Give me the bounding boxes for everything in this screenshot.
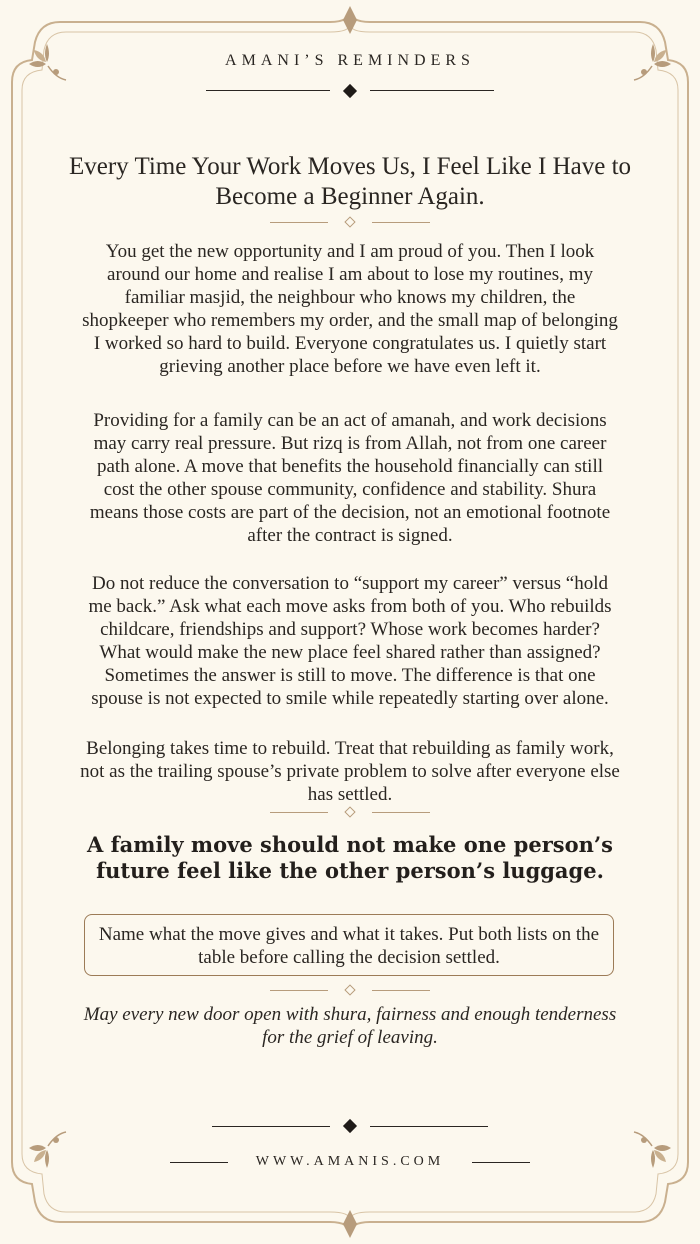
closing-dua: May every new door open with shura, fairness and enough tenderness for the grief of leaving. — [83, 1004, 617, 1048]
highlight-statement: A family move should not make one person’s future feel like the other person’s luggage. — [87, 832, 613, 883]
footer-url-rule-right — [472, 1162, 530, 1163]
divider — [0, 806, 700, 818]
body-paragraph-1: You get the new opportunity and I am proud of you. Then I look around our home and realise I am about to lose my routines, my familiar masjid, the neighbour who knows my children, the shopkeeper who remembers my order, and the small map of belonging I worked so hard to build. Everyone congratulates us. I quietly start grieving another place before we have even left it. — [82, 241, 618, 377]
footer-rule-right — [370, 1126, 488, 1127]
divider — [0, 984, 700, 996]
callout-box: Name what the move gives and what it takes. Put both lists on the table before calling the decision settled. — [84, 914, 614, 976]
body-paragraph-2: Providing for a family can be an act of amanah, and work decisions may carry real pressure. But rizq is from Allah, not from one career path alone. A move that benefits the household financially can still cost the other spouse community, confidence and stability. Shura means those costs are part of the decision, not an emotional footnote after the contract is signed. — [89, 410, 611, 546]
divider — [0, 216, 700, 228]
footer-rule-left — [212, 1126, 330, 1127]
header-rule-left — [206, 90, 330, 91]
brand-title: AMANI’S REMINDERS — [225, 52, 475, 69]
body-paragraph-3: Do not reduce the conversation to “support my career” versus “hold me back.” Ask what each move asks from both of you. Who rebuilds childcare, friendships and support? Whose work becomes harder? What would make the new place feel shared rather than assigned? Sometimes the answer is still to move. The difference is that one spouse is not expected to smile while repeatedly starting over alone. — [88, 573, 612, 709]
page-title: Every Time Your Work Moves Us, I Feel Like I Have to Become a Beginner Again. — [68, 153, 632, 210]
footer-url: WWW.AMANIS.COM — [255, 1154, 445, 1169]
header-rule-right — [370, 90, 494, 91]
body-paragraph-4: Belonging takes time to rebuild. Treat that rebuilding as family work, not as the trailing spouse’s private problem to solve after everyone else has settled. — [80, 738, 620, 805]
